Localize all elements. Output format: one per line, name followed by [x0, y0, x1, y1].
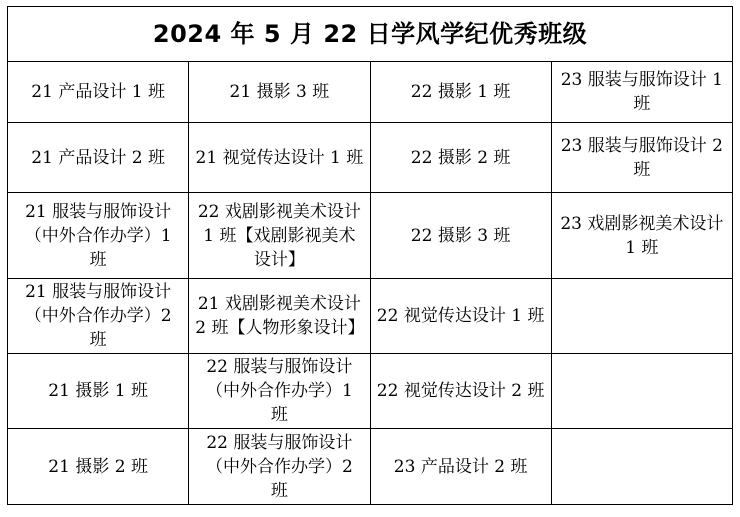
table-cell: 21 戏剧影视美术设计 2 班【人物形象设计】: [189, 279, 370, 354]
table-cell: 21 服装与服饰设计（中外合作办学）2 班: [8, 279, 189, 354]
table-row: [8, 354, 733, 429]
table-cell: 21 服装与服饰设计（中外合作办学）1 班: [8, 193, 189, 279]
table-cell: 21 产品设计 1 班: [8, 62, 189, 123]
honor-list-sheet: [7, 6, 733, 505]
table-row: [8, 429, 733, 505]
table-cell: 23 服装与服饰设计 1 班: [551, 62, 732, 123]
empty-cell: [551, 354, 732, 429]
table-cell: 22 摄影 3 班: [370, 193, 551, 279]
table-cell: 22 服装与服饰设计（中外合作办学）2 班: [189, 429, 370, 505]
table-row: [8, 279, 733, 354]
table-cell: 22 视觉传达设计 1 班: [370, 279, 551, 354]
table-title: 2024 年 5 月 22 日学风学纪优秀班级: [8, 7, 733, 62]
table-row: [8, 123, 733, 193]
table-cell: 21 摄影 3 班: [189, 62, 370, 123]
table-cell: 22 摄影 1 班: [370, 62, 551, 123]
table-cell: 21 摄影 2 班: [8, 429, 189, 505]
empty-cell: [551, 429, 732, 505]
table-row: [8, 193, 733, 279]
table-cell: 22 戏剧影视美术设计 1 班【戏剧影视美术设计】: [189, 193, 370, 279]
table-cell: 21 产品设计 2 班: [8, 123, 189, 193]
table-cell: 21 视觉传达设计 1 班: [189, 123, 370, 193]
table-cell: 23 戏剧影视美术设计 1 班: [551, 193, 732, 279]
table-cell: 23 产品设计 2 班: [370, 429, 551, 505]
table-cell: 21 摄影 1 班: [8, 354, 189, 429]
title-row: [8, 7, 733, 62]
table-cell: 22 视觉传达设计 2 班: [370, 354, 551, 429]
table-cell: 23 服装与服饰设计 2 班: [551, 123, 732, 193]
excellent-classes-table: [7, 6, 733, 505]
table-cell: 22 服装与服饰设计（中外合作办学）1 班: [189, 354, 370, 429]
table-row: [8, 62, 733, 123]
empty-cell: [551, 279, 732, 354]
table-cell: 22 摄影 2 班: [370, 123, 551, 193]
